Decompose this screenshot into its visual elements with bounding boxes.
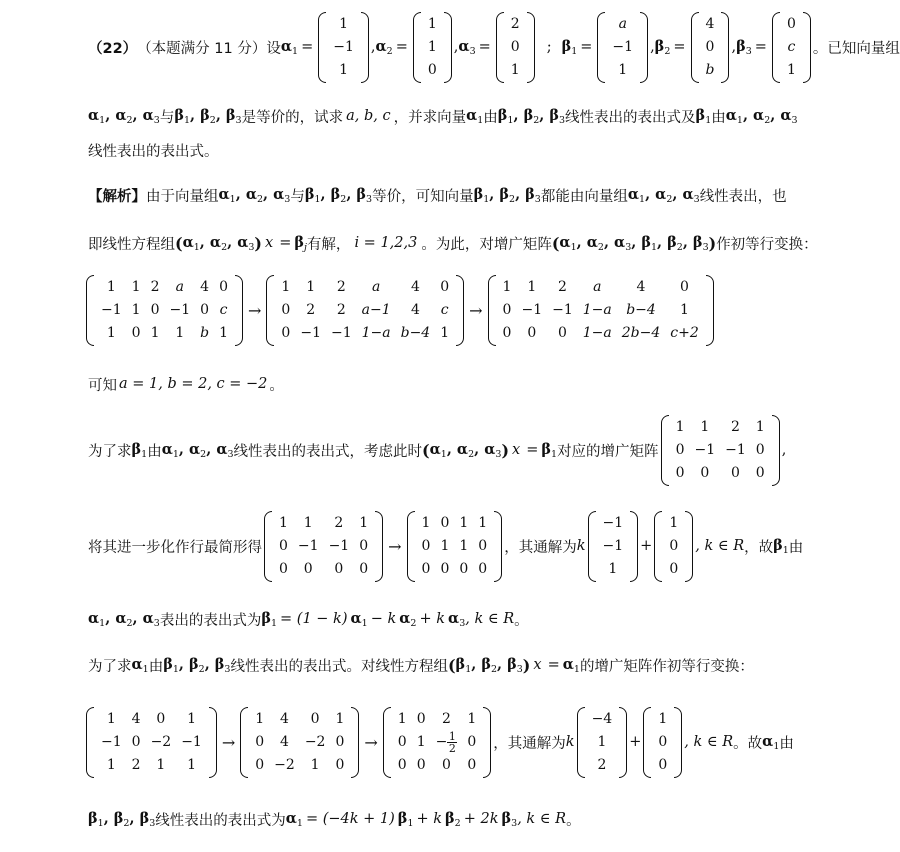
matrix-8: 1 4 0 1 0 4 −2 0 0 −2 1 0 xyxy=(240,707,359,778)
matrix-9: 1 0 2 1 0 1 − $\frac{1}{2}$ 0 0 0 0 0 xyxy=(383,707,492,778)
score-note: （本题满分 11 分）设 xyxy=(137,40,281,57)
problem-statement-line-3: 线性表出的表出式。 xyxy=(88,143,219,160)
augmented-matrix-reduction xyxy=(84,270,716,350)
alpha2-symbol: $\alpha_2$ xyxy=(375,37,393,57)
alpha2-vector: 1 1 0 xyxy=(413,12,452,83)
analysis-label: 【解析】 xyxy=(88,188,146,205)
beta1-reduction-line: 将其进一步化作行最简形得 1 1 2 1 0 −1 −1 0 0 0 0 0 → 1 0 1 1 0 1 1 0 0 0 0 0 ，其通解为 k −1 −1 1 + 1 0 0 , k ∈ R ，故 $\beta_1$ 由 xyxy=(88,506,803,586)
alpha1-vector: 1 −1 1 xyxy=(318,12,369,83)
matrix-3: 1 1 2 a 4 0 0 −1 −1 1−a b−4 1 0 0 0 1−a 2b−4 c+2 xyxy=(488,275,714,346)
arrow-icon: → xyxy=(364,732,378,752)
analysis-line-2: 即线性方程组 ( $\alpha_1$, $\alpha_2$, $\alpha_3$ ) x = $\beta_j$ 有解， i = 1,2,3 。为此，对增广矩阵 ( $\alpha_1$, $\alpha_2$, $\alpha_3$, $\beta_1$, $\beta_2$, $\beta_3$ ) 作初等行变换： xyxy=(88,233,818,253)
analysis-line-1: 【解析】 由于向量组 $\alpha_1$, $\alpha_2$, $\alpha_3$ 与 $\beta_1$, $\beta_2$, $\beta_3$ 等价，可知向量 $\beta_1$, $\beta_2$, $\beta_3$ 都能由向量组 $\alpha_1$, $\alpha_2$, $\alpha_3$ 线性表出，也 xyxy=(88,185,787,205)
problem-number: （22） xyxy=(88,40,138,57)
arrow-icon: → xyxy=(221,732,236,752)
beta1-expression-line: $\alpha_1$, $\alpha_2$, $\alpha_3$ 表出的表出式为 $\beta_1$ = (1 − k) $\alpha_1$ − k $\alpha_2$ + k $\alpha_3$ , k ∈ R 。 xyxy=(88,609,529,629)
alpha3-vector: 2 0 1 xyxy=(496,12,535,83)
alpha1-setup-line: 为了求 $\alpha_1$ 由 $\beta_1$, $\beta_2$, $\beta_3$ 线性表出的表出式。对线性方程组 ( $\beta_1$, $\beta_2$, $\beta_3$ ) x = $\alpha_1$ 的增广矩阵作初等行变换： xyxy=(88,655,754,675)
solution-vector-2: 1 0 0 xyxy=(654,511,693,582)
beta1-setup-line: 为了求 $\beta_1$ 由 $\alpha_1$, $\alpha_2$, $\alpha_3$ 线性表出的表出式，考虑此时 ( $\alpha_1$, $\alpha_2$, $\alpha_3$ ) x = $\beta_1$ 对应的增广矩阵 1 1 2 1 0 −1 −1 0 0 0 0 0 , xyxy=(88,410,786,490)
matrix-1: 1 1 2 a 4 0 −1 1 0 −1 0 c 1 0 1 1 b 1 xyxy=(86,275,243,346)
matrix-7: 1 4 0 1 −1 0 −2 −1 1 2 1 1 xyxy=(86,707,217,778)
alpha1-symbol: $\alpha_1$ xyxy=(280,37,299,57)
beta3-symbol: $\beta_3$ xyxy=(736,37,752,57)
beta2-symbol: $\beta_2$ xyxy=(654,37,671,57)
solution-vector-3: −4 1 2 xyxy=(577,707,628,778)
alpha1-expression-line: $\beta_1$, $\beta_2$, $\beta_3$ 线性表出的表出式为 $\alpha_1$ = (−4k + 1) $\beta_1$ + k $\beta_2$ + 2k $\beta_3$ , k ∈ R 。 xyxy=(88,809,581,829)
alpha3-symbol: $\alpha_3$ xyxy=(458,37,476,57)
beta3-vector: 0 c 1 xyxy=(772,12,811,83)
matrix-5: 1 1 2 1 0 −1 −1 0 0 0 0 0 xyxy=(264,511,383,582)
beta1-vector: a −1 1 xyxy=(597,12,648,83)
matrix-4: 1 1 2 1 0 −1 −1 0 0 0 0 0 xyxy=(661,415,780,486)
result-line: 可知 a = 1, b = 2, c = −2 。 xyxy=(88,376,284,394)
arrow-icon: → xyxy=(388,536,402,556)
alpha1-reduction-line: 1 4 0 1 −1 0 −2 −1 1 2 1 1 → 1 4 0 1 0 4 −2 0 0 −2 1 0 → 1 0 2 1 0 1 − $\frac{1}{2}$ 0 0 0 0 0 ，其通解为 k −4 1 2 + 1 0 0 , k ∈ R 。故 $\alpha_1$ 由 xyxy=(84,700,794,784)
solution-vector-4: 1 0 0 xyxy=(643,707,682,778)
problem-statement-line-1: （22） （本题满分 11 分）设 $\alpha_1$ = 1 −1 1 , $\alpha_2$ = 1 1 0 , $\alpha_3$ = 2 0 1 ; $\beta_1$ = a −1 1 , $\beta_2$ = 4 0 b , $\beta_3$ = 0 c 1 。已知向量组 xyxy=(88,12,900,82)
problem-statement-line-2: $\alpha_1$, $\alpha_2$, $\alpha_3$ 与 $\beta_1$, $\beta_2$, $\beta_3$ 是等价的，试求 a, b, c ，并求向量 $\alpha_1$ 由 $\beta_1$, $\beta_2$, $\beta_3$ 线性表出的表出式及 $\beta_1$ 由 $\alpha_1$, $\alpha_2$, $\alpha_3$ xyxy=(88,106,798,126)
matrix-2: 1 1 2 a 4 0 0 2 2 a−1 4 c 0 −1 −1 1−a b−4 1 xyxy=(266,275,464,346)
arrow-icon: → xyxy=(469,300,483,320)
solution-vector-1: −1 −1 1 xyxy=(588,511,639,582)
arrow-icon: → xyxy=(248,300,262,320)
beta2-vector: 4 0 b xyxy=(691,12,730,83)
matrix-6: 1 0 1 1 0 1 1 0 0 0 0 0 xyxy=(407,511,503,582)
beta1-symbol: $\beta_1$ xyxy=(561,37,578,57)
